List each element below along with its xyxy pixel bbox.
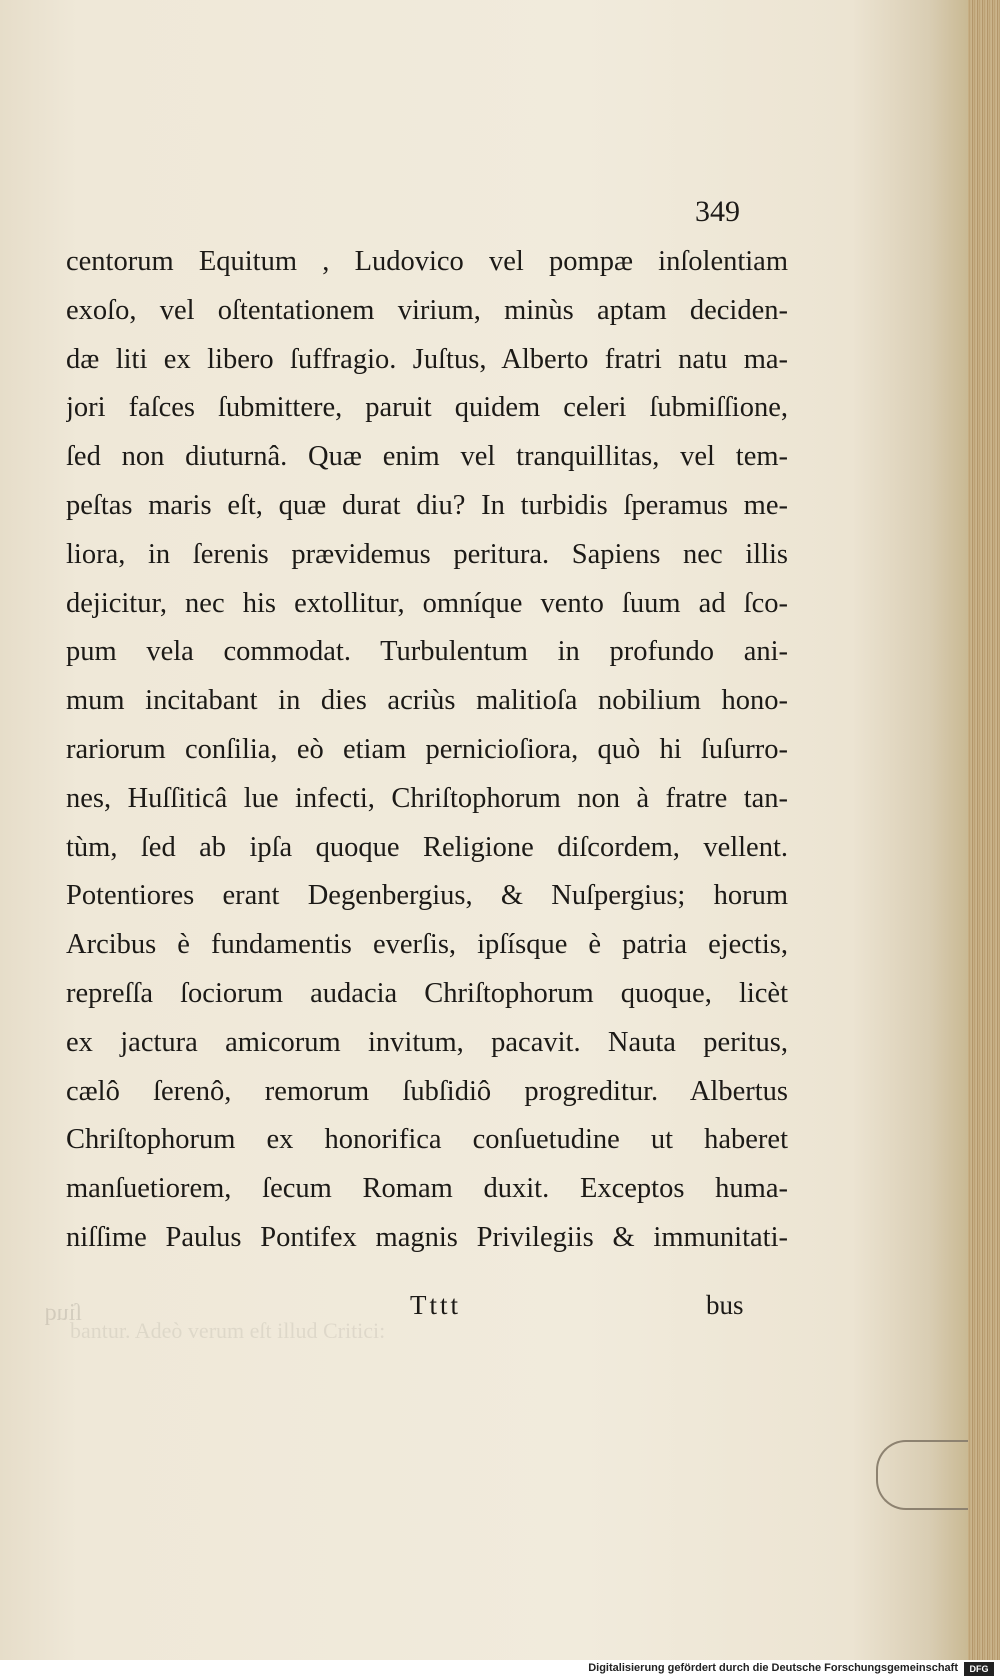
dfg-logo: DFG <box>964 1662 994 1676</box>
text-line-6: peſtas maris eſt, quæ durat diu? In turbidis ſperamus me- <box>66 489 788 521</box>
bleed-through-text: ſiuq <box>44 1300 82 1326</box>
text-line-21: niſſime Paulus Pontifex magnis Privilegiis & immunitati- <box>66 1221 788 1253</box>
text-line-20: manſuetiorem, ſecum Romam duxit. Exceptos huma- <box>66 1173 788 1205</box>
text-line-8: dejicitur, nec his extollitur, omníque vento ſuum ad ſco- <box>66 587 788 619</box>
text-line-13: tùm, ſed ab ipſa quoque Religione diſcordem, vellent. <box>66 831 788 863</box>
text-line-2: exoſo, vel oſtentationem virium, minùs aptam deciden- <box>66 294 788 326</box>
text-line-15: Arcibus è fundamentis everſis, ipſísque è patria ejectis, <box>66 929 788 961</box>
text-line-5: ſed non diuturnâ. Quæ enim vel tranquillitas, vel tem- <box>66 441 788 473</box>
text-line-3: dæ liti ex libero ſuffragio. Juſtus, Alberto fratri natu ma- <box>66 343 788 375</box>
text-line-14: Potentiores erant Degenbergius, & Nuſpergius; horum <box>66 880 788 912</box>
text-line-11: rariorum conſilia, eò etiam pernicioſiora, quò hi ſuſurro- <box>66 733 788 765</box>
footer-bar <box>0 1660 1000 1679</box>
signature-mark: Tttt <box>410 1290 461 1320</box>
text-line-10: mum incitabant in dies acriùs malitioſa nobilium hono- <box>66 685 788 717</box>
text-line-9: pum vela commodat. Turbulentum in profundo ani- <box>66 636 788 668</box>
catchword: bus <box>706 1290 744 1320</box>
bleed-through-line: bantur. Adeò verum eſt illud Critici: <box>70 1318 386 1343</box>
footer-credit: Digitalisierung gefördert durch die Deutsche Forschungsgemeinschaft <box>588 1662 958 1674</box>
text-line-17: ex jactura amicorum invitum, pacavit. Nauta peritus, <box>66 1026 788 1058</box>
page-edges <box>968 0 1000 1660</box>
text-line-16: repreſſa ſociorum audacia Chriſtophorum quoque, licèt <box>66 977 788 1009</box>
text-line-7: liora, in ſerenis prævidemus peritura. Sapiens nec illis <box>66 538 788 570</box>
text-line-4: jori faſces ſubmittere, paruit quidem celeri ſubmiſſione, <box>66 392 788 424</box>
body-text <box>66 238 788 1263</box>
text-line-19: Chriſtophorum ex honorifica conſuetudine ut haberet <box>66 1124 788 1156</box>
text-line-1: centorum Equitum , Ludovico vel pompæ inſolentiam <box>66 246 788 277</box>
page-number: 349 <box>695 195 740 228</box>
text-line-18: cælô ſerenô, remorum ſubſidiô progreditur. Albertus <box>66 1075 788 1107</box>
text-line-12: nes, Huſſiticâ lue infecti, Chriſtophorum non à fratre tan- <box>66 782 788 814</box>
